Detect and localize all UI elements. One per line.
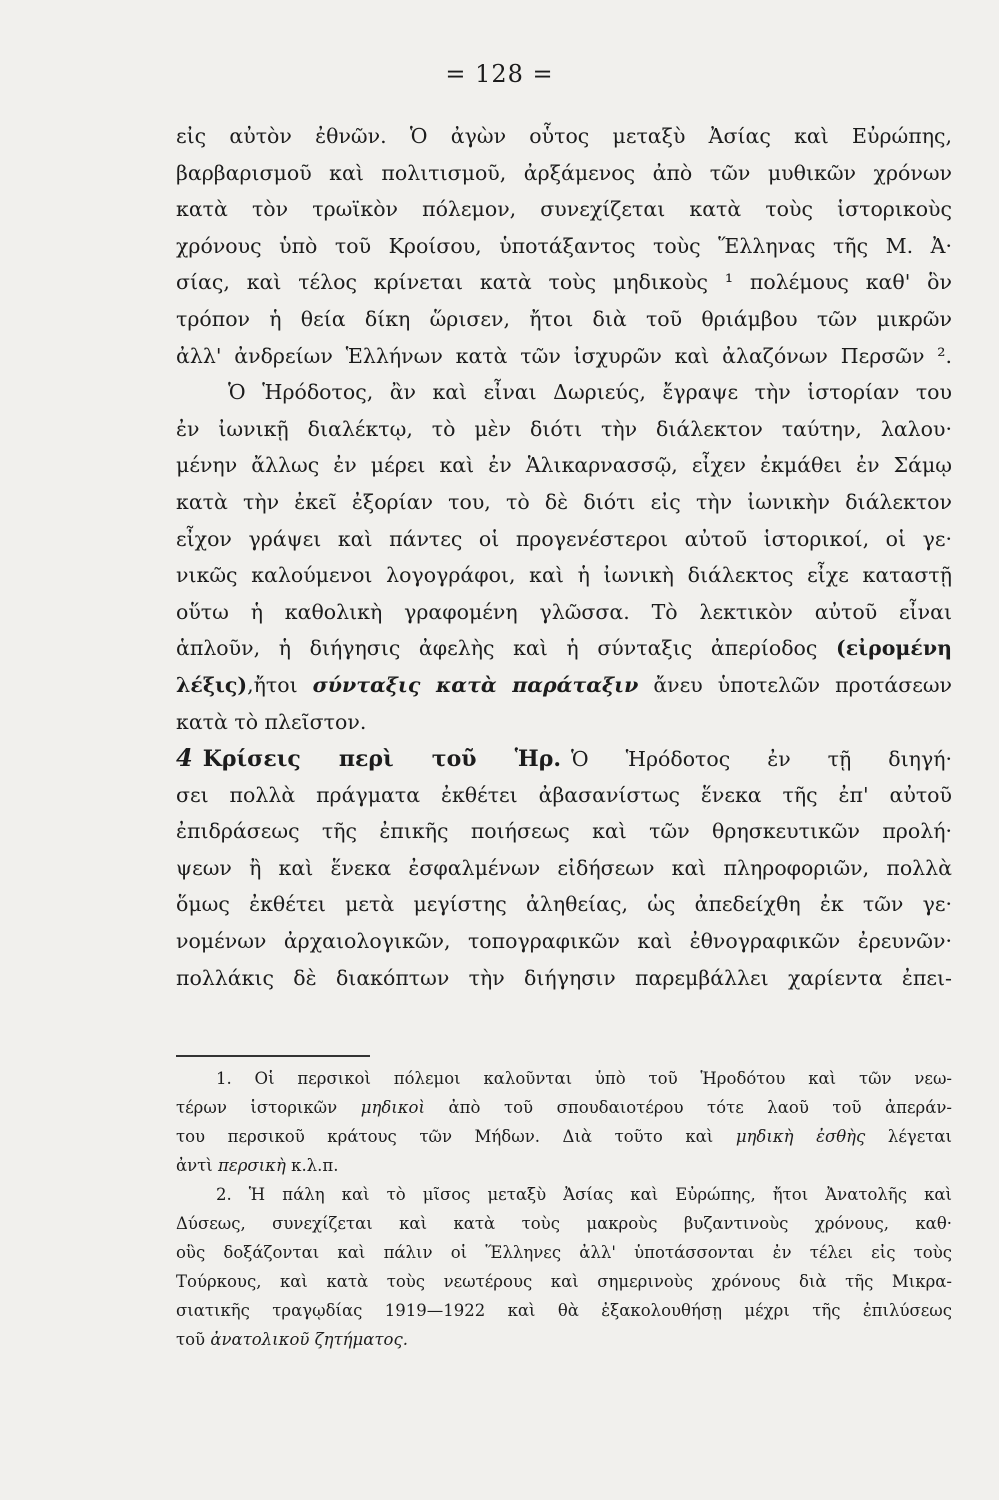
footnote-line [176,1122,952,1151]
italic-term: μηδικὴ ἐσθὴς [735,1127,866,1146]
text-line: νομένων ἀρχαιολογικῶν, τοπογραφικῶν καὶ ἐθνογραφικῶν ἐρευνῶν· [176,929,952,954]
text-fragment: λέγεται [887,1127,953,1146]
footnote-line [176,1151,952,1180]
italic-term: μηδικοὶ [360,1098,425,1117]
text-line: χρόνους ὑπὸ τοῦ Κροίσου, ὑποτάξαντος τοὺς Ἕλληνας τῆς Μ. Ἀ· [176,233,952,258]
text-line: εἶχον γράψει καὶ πάντες οἱ προγενέστεροι αὐτοῦ ἱστορικοί, οἱ γε· [176,526,952,551]
text-line: Ὁ Ἡρόδοτος, ἂν καὶ εἶναι Δωριεύς, ἔγραψε τὴν ἱστορίαν του [228,380,952,405]
text-line: νικῶς καλούμενοι λογογράφοι, καὶ ἡ ἰωνικὴ διάλεκτος εἶχε καταστῇ [176,563,952,588]
section-number: 4 [176,743,193,773]
footnote-line: οὓς δοξάζονται καὶ πάλιν οἱ Ἕλληνες ἀλλ' ὑποτάσσονται ἐν τέλει εἰς τοὺς [176,1243,952,1262]
body-text [176,118,952,996]
text-fragment: Ὁ Ἡρόδοτος ἐν τῇ διηγή· [571,747,952,772]
text-fragment: ἀπὸ τοῦ σπουδαιοτέρου τότε λαοῦ τοῦ ἀπεράν- [448,1098,953,1117]
text-line: σίας, καὶ τέλος κρίνεται κατὰ τοὺς μηδικοὺς ¹ πολέμους καθ' ὃν [176,270,952,295]
italic-term: ἀνατολικοῦ ζητήματος. [210,1330,408,1349]
bold-term: λέξις) [176,672,248,697]
text-line: κατὰ τὴν ἐκεῖ ἐξορίαν του, τὸ δὲ διότι εἰς τὴν ἰωνικὴν διάλεκτον [176,489,952,514]
text-fragment: ἁπλοῦν, ἡ διήγησις ἀφελὴς καὶ ἡ σύνταξις ἀπερίοδος [176,636,818,661]
text-fragment: ἄνευ ὑποτελῶν προτάσεων [653,672,952,697]
text-line: οὕτω ἡ καθολικὴ γραφομένη γλῶσσα. Τὸ λεκτικὸν αὐτοῦ εἶναι [176,599,952,624]
text-line [176,667,952,704]
footnote-line: σιατικῆς τραγῳδίας 1919—1922 καὶ θὰ ἐξακολουθήσῃ μέχρι τῆς ἐπιλύσεως [176,1301,952,1320]
text-line: ἀλλ' ἀνδρείων Ἑλλήνων κατὰ τῶν ἰσχυρῶν καὶ ἀλαζόνων Περσῶν ². [176,343,952,368]
footnote-divider [176,1055,370,1057]
text-fragment: ἀντὶ [176,1156,213,1175]
bold-italic-term: σύνταξις κατὰ παράταξιν [312,672,639,697]
text-line: βαρβαρισμοῦ καὶ πολιτισμοῦ, ἀρξάμενος ἀπὸ τῶν μυθικῶν χρόνων [176,160,952,185]
footnotes [176,1064,952,1354]
text-line: ἐπιδράσεως τῆς ἐπικῆς ποιήσεως καὶ τῶν θρησκευτικῶν προλή· [176,819,952,844]
footnote-line [176,1325,952,1354]
text-line: μένην ἄλλως ἐν μέρει καὶ ἐν Ἁλικαρνασσῷ, εἶχεν ἐκμάθει ἐν Σάμῳ [176,453,952,478]
text-fragment: του περσικοῦ κράτους τῶν Μήδων. Διὰ τοῦτο καὶ [176,1127,714,1146]
page-number: = 128 = [445,60,554,88]
text-line: πολλάκις δὲ διακόπτων τὴν διήγησιν παρεμβάλλει χαρίεντα ἐπει- [176,965,952,990]
footnote-line: Τούρκους, καὶ κατὰ τοὺς νεωτέρους καὶ σημερινοὺς χρόνους διὰ τῆς Μικρα- [176,1272,952,1291]
text-line: κατὰ τὸ πλεῖστον. [176,709,367,734]
section-title: Κρίσεις περὶ τοῦ Ἡρ. [202,746,562,773]
bold-term: (εἰρομένη [836,636,952,661]
text-line: ψεων ἢ καὶ ἕνεκα ἐσφαλμένων εἰδήσεων καὶ πληροφοριῶν, πολλὰ [176,855,952,880]
text-fragment: ,ἤτοι [247,672,298,697]
footnote-line [176,1093,952,1122]
text-line: ὅμως ἐκθέτει μετὰ μεγίστης ἀληθείας, ὡς ἀπεδείχθη ἐκ τῶν γε· [176,892,952,917]
footnote-line: 1. Οἱ περσικοὶ πόλεμοι καλοῦνται ὑπὸ τοῦ Ἡροδότου καὶ τῶν νεω- [216,1069,952,1088]
text-line [176,630,952,667]
footnote-line: 2. Ἡ πάλη καὶ τὸ μῖσος μεταξὺ Ἀσίας καὶ Εὐρώπης, ἤτοι Ἀνατολῆς καὶ [216,1185,952,1204]
text-fragment: τοῦ [176,1330,206,1349]
text-fragment: κ.λ.π. [291,1156,339,1175]
italic-term: περσικὴ [218,1156,286,1175]
text-line: σει πολλὰ πράγματα ἐκθέτει ἀβασανίστως ἕνεκα τῆς ἐπ' αὐτοῦ [176,782,952,807]
text-line: εἰς αὐτὸν ἐθνῶν. Ὁ ἀγὼν οὗτος μεταξὺ Ἀσίας καὶ Εὐρώπης, [176,124,952,148]
text-line: ἐν ἰωνικῇ διαλέκτῳ, τὸ μὲν διότι τὴν διάλεκτον ταύτην, λαλου· [176,416,952,441]
section-heading-line [176,740,952,777]
text-fragment: τέρων ἱστορικῶν [176,1098,338,1117]
text-line: κατὰ τὸν τρωϊκὸν πόλεμον, συνεχίζεται κατὰ τοὺς ἱστορικοὺς [176,197,952,222]
text-line: τρόπον ἡ θεία δίκη ὥρισεν, ἤτοι διὰ τοῦ θριάμβου τῶν μικρῶν [176,306,952,331]
footnote-line: Δύσεως, συνεχίζεται καὶ κατὰ τοὺς μακροὺς βυζαντινοὺς χρόνους, καθ· [176,1214,952,1233]
